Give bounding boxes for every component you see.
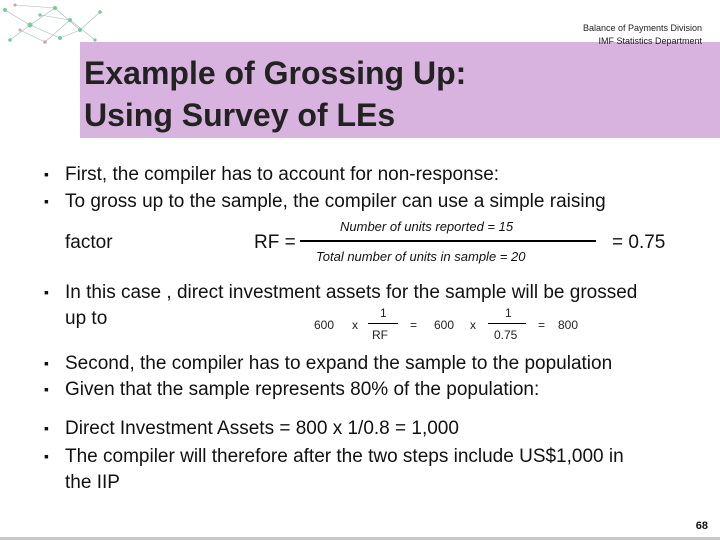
bullet-text-5: Given that the sample represents 80% of the population: <box>65 379 540 400</box>
calc-value-b: 600 <box>434 318 455 332</box>
page-number: 68 <box>695 520 708 532</box>
bullet-text-4: Second, the compiler has to expand the sample to the population <box>65 353 613 374</box>
bullet-text-7: The compiler will therefore after the two steps include US$1,000 in <box>65 446 624 467</box>
bullet-text-6: Direct Investment Assets = 800 x 1/0.8 = 1,000 <box>65 418 459 439</box>
title-line-1: Example of Grossing Up: <box>84 55 467 91</box>
bullet-text-3: In this case , direct investment assets for the sample will be grossed <box>65 282 638 303</box>
bullet-marker: ▪ <box>44 166 49 182</box>
rf-denominator: Total number of units in sample = 20 <box>316 249 526 264</box>
calc-value-a: 600 <box>314 318 335 332</box>
org-line-1: Balance of Payments Division <box>582 23 702 33</box>
fraction-line <box>300 240 596 242</box>
bullet-text-7-cont: the IIP <box>65 472 120 493</box>
bullet-text-3-cont: up to <box>65 308 108 329</box>
network-logo-icon <box>0 0 110 48</box>
bullet-marker: ▪ <box>44 355 49 371</box>
calc-den-1: RF <box>372 328 388 342</box>
bullet-marker: ▪ <box>44 381 49 397</box>
bullet-text-2: To gross up to the sample, the compiler can use a simple raising <box>65 191 606 212</box>
bullet-marker: ▪ <box>44 420 49 436</box>
calc-fraction-line-1 <box>368 323 398 324</box>
organization-label <box>583 22 702 48</box>
calc-num-2: 1 <box>505 306 512 320</box>
rf-label: RF = <box>254 232 296 253</box>
calc-equals-2: = <box>538 318 546 332</box>
calc-times-2: x <box>470 318 476 332</box>
calc-den-2: 0.75 <box>494 328 518 342</box>
org-line-2: IMF Statistics Department <box>598 36 702 46</box>
title-line-2: Using Survey of LEs <box>84 97 396 133</box>
bullet-text-1: First, the compiler has to account for non-response: <box>65 164 500 185</box>
calc-equals-1: = <box>410 318 418 332</box>
factor-word: factor <box>65 232 113 253</box>
calc-fraction-line-2 <box>488 323 526 324</box>
rf-result: = 0.75 <box>612 232 666 253</box>
rf-numerator: Number of units reported = 15 <box>340 219 514 234</box>
bullet-marker: ▪ <box>44 284 49 300</box>
slide-title <box>84 52 466 136</box>
calc-times-1: x <box>352 318 358 332</box>
bullet-marker: ▪ <box>44 448 49 464</box>
calc-result: 800 <box>558 318 579 332</box>
calc-num-1: 1 <box>380 306 387 320</box>
bullet-marker: ▪ <box>44 193 49 209</box>
